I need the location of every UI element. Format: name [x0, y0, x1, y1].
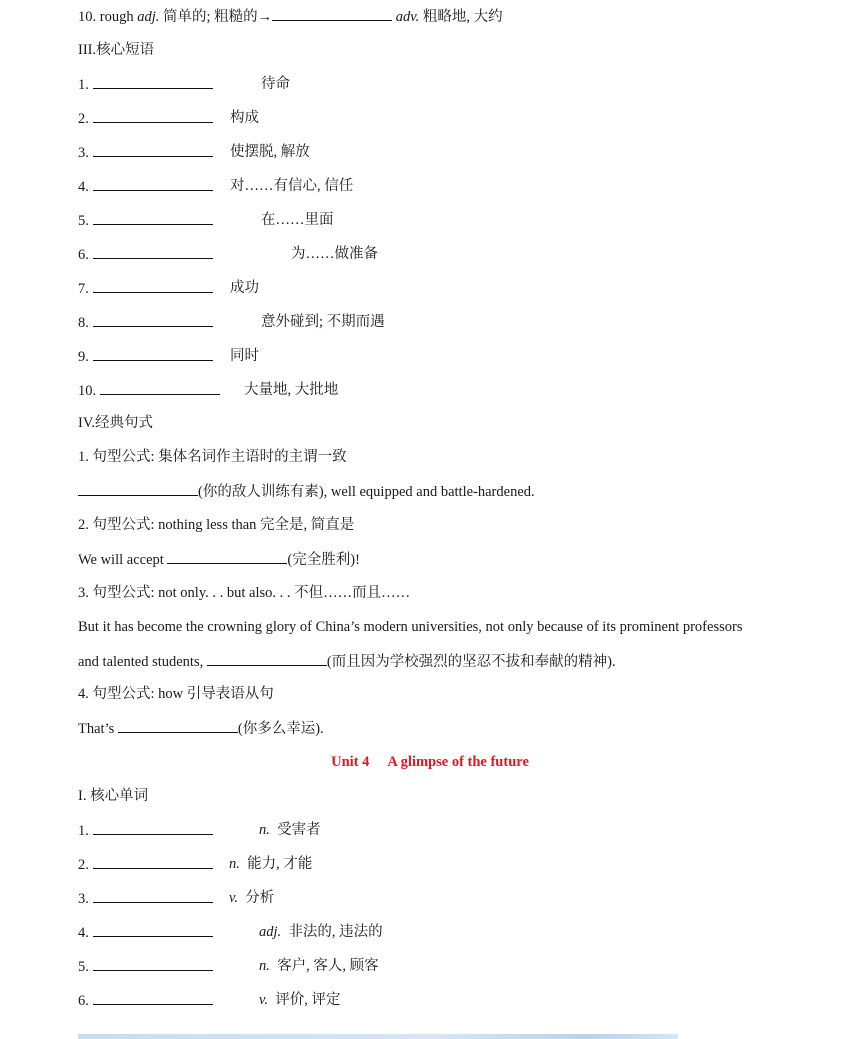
- item-number: 5.: [78, 213, 89, 229]
- pattern-sentence-3-line1: But it has become the crowning glory of China’s modern universities, not only because of its prominent professors: [78, 619, 743, 635]
- vocab-meaning: 粗略地, 大约: [422, 9, 503, 25]
- pattern-sentence-3-line2: [78, 651, 616, 671]
- answer-blank[interactable]: [93, 244, 213, 259]
- item-number: 2.: [78, 857, 89, 873]
- part-of-speech: n.: [259, 958, 270, 974]
- vocab-meaning: 简单的; 粗糙的→: [163, 9, 273, 25]
- answer-blank[interactable]: [93, 956, 213, 971]
- vocab-item-3: [78, 888, 578, 908]
- phrase-item-8: [78, 312, 578, 332]
- answer-blank[interactable]: [118, 718, 238, 733]
- answer-blank[interactable]: [93, 74, 213, 89]
- phrase-item-9: [78, 346, 578, 366]
- part-of-speech: adv.: [395, 9, 420, 25]
- answer-blank[interactable]: [93, 210, 213, 225]
- phrase-item-2: [78, 108, 578, 128]
- answer-blank[interactable]: [93, 854, 213, 869]
- vocab-item-2: [78, 854, 578, 874]
- phrase-gloss: 大量地, 大批地: [244, 382, 339, 398]
- vocab-gloss: [259, 820, 321, 840]
- item-number: 1.: [78, 77, 89, 93]
- part-of-speech: v.: [229, 890, 238, 906]
- phrase-gloss: 待命: [261, 76, 290, 92]
- item-number: 3.: [78, 891, 89, 907]
- sentence-text: (你的敌人训练有素), well equipped and battle-hardened.: [198, 484, 535, 500]
- item-number: 4.: [78, 925, 89, 941]
- vocab-meaning: 非法的, 违法的: [288, 924, 383, 940]
- answer-blank[interactable]: [93, 922, 213, 937]
- vocab-meaning: 客户, 客人, 顾客: [277, 958, 379, 974]
- phrase-gloss: 意外碰到; 不期而遇: [261, 314, 385, 330]
- phrase-gloss: 使摆脱, 解放: [230, 144, 310, 160]
- pattern-sentence-1: [78, 481, 535, 501]
- answer-blank[interactable]: [93, 990, 213, 1005]
- answer-blank[interactable]: [93, 346, 213, 361]
- vocab-word: rough: [99, 9, 134, 25]
- vocab-item-5: [78, 956, 578, 976]
- item-number: 5.: [78, 959, 89, 975]
- unit-name: A glimpse of the future: [387, 754, 529, 770]
- vocab-item-6: [78, 990, 578, 1010]
- sentence-text: (完全胜利)!: [287, 552, 360, 568]
- unit-label: Unit 4: [331, 754, 370, 770]
- answer-blank[interactable]: [93, 888, 213, 903]
- vocab-item-1: [78, 820, 578, 840]
- vocab-gloss: [259, 956, 379, 976]
- item-number: 2.: [78, 111, 89, 127]
- phrase-item-1: [78, 74, 578, 94]
- answer-blank[interactable]: [93, 820, 213, 835]
- phrase-gloss: 成功: [230, 280, 259, 296]
- part-of-speech: n.: [259, 822, 270, 838]
- vocab-gloss: [229, 888, 274, 908]
- sentence-text: and talented students,: [78, 654, 207, 670]
- answer-blank[interactable]: [167, 549, 287, 564]
- answer-blank[interactable]: [78, 481, 198, 496]
- sentence-text: (你多么幸运).: [237, 721, 324, 737]
- vocab-meaning: 评价, 评定: [275, 992, 341, 1008]
- answer-blank[interactable]: [93, 278, 213, 293]
- sentence-text: We will accept: [78, 552, 168, 568]
- answer-blank[interactable]: [100, 380, 220, 395]
- answer-blank[interactable]: [93, 142, 213, 157]
- item-number: 10.: [78, 9, 97, 25]
- answer-blank[interactable]: [272, 6, 392, 21]
- part-of-speech: adj.: [259, 924, 282, 940]
- sentence-text: That’s: [78, 721, 118, 737]
- item-number: 7.: [78, 281, 89, 297]
- vocab-meaning: 分析: [245, 890, 275, 906]
- part-of-speech: n.: [229, 856, 240, 872]
- pattern-sentence-2: [78, 549, 360, 569]
- item-number: 8.: [78, 315, 89, 331]
- section-heading-sentences: IV.经典句式: [78, 415, 154, 431]
- phrase-item-5: [78, 210, 578, 230]
- phrase-gloss: 同时: [230, 348, 259, 364]
- item-number: 3.: [78, 145, 89, 161]
- section-heading-vocab: I. 核心单词: [78, 788, 149, 804]
- phrase-gloss: 在……里面: [261, 212, 334, 228]
- phrase-gloss: 为……做准备: [291, 246, 378, 262]
- phrase-item-10: [78, 380, 578, 400]
- answer-blank[interactable]: [93, 108, 213, 123]
- vocab-gloss: [229, 854, 312, 874]
- vocab-meaning: 受害者: [277, 822, 321, 838]
- item-number: 9.: [78, 349, 89, 365]
- item-number: 6.: [78, 993, 89, 1009]
- vocab-item-4: [78, 922, 578, 942]
- pattern-label-4: 4. 句型公式: how 引导表语从句: [78, 686, 274, 702]
- vocab-meaning: 能力, 才能: [247, 856, 313, 872]
- phrase-item-3: [78, 142, 578, 162]
- answer-blank[interactable]: [93, 312, 213, 327]
- part-of-speech: adj.: [137, 9, 160, 25]
- pattern-label-2: 2. 句型公式: nothing less than 完全是, 简直是: [78, 517, 355, 533]
- item-number: 10.: [78, 383, 97, 399]
- answer-blank[interactable]: [207, 651, 327, 666]
- vocab-gloss: [259, 922, 383, 942]
- pattern-label-1: 1. 句型公式: 集体名词作主语时的主谓一致: [78, 449, 347, 465]
- phrase-gloss: 构成: [230, 110, 259, 126]
- item-number: 1.: [78, 823, 89, 839]
- phrase-item-7: [78, 278, 578, 298]
- page-bottom-band: [78, 1034, 678, 1039]
- vocab-gloss: [259, 990, 341, 1010]
- item-number: 4.: [78, 179, 89, 195]
- item-number: 6.: [78, 247, 89, 263]
- vocab-item-10: [78, 6, 503, 26]
- phrase-item-6: [78, 244, 578, 264]
- pattern-sentence-4: [78, 718, 324, 738]
- answer-blank[interactable]: [93, 176, 213, 191]
- section-heading-phrases: III.核心短语: [78, 42, 155, 58]
- pattern-label-3: 3. 句型公式: not only. . . but also. . . 不但……而且……: [78, 585, 411, 601]
- phrase-item-4: [78, 176, 578, 196]
- phrase-gloss: 对……有信心, 信任: [230, 178, 354, 194]
- sentence-text: (而且因为学校强烈的坚忍不拔和奉献的精神).: [326, 654, 616, 670]
- part-of-speech: v.: [259, 992, 268, 1008]
- unit-title: [0, 752, 860, 772]
